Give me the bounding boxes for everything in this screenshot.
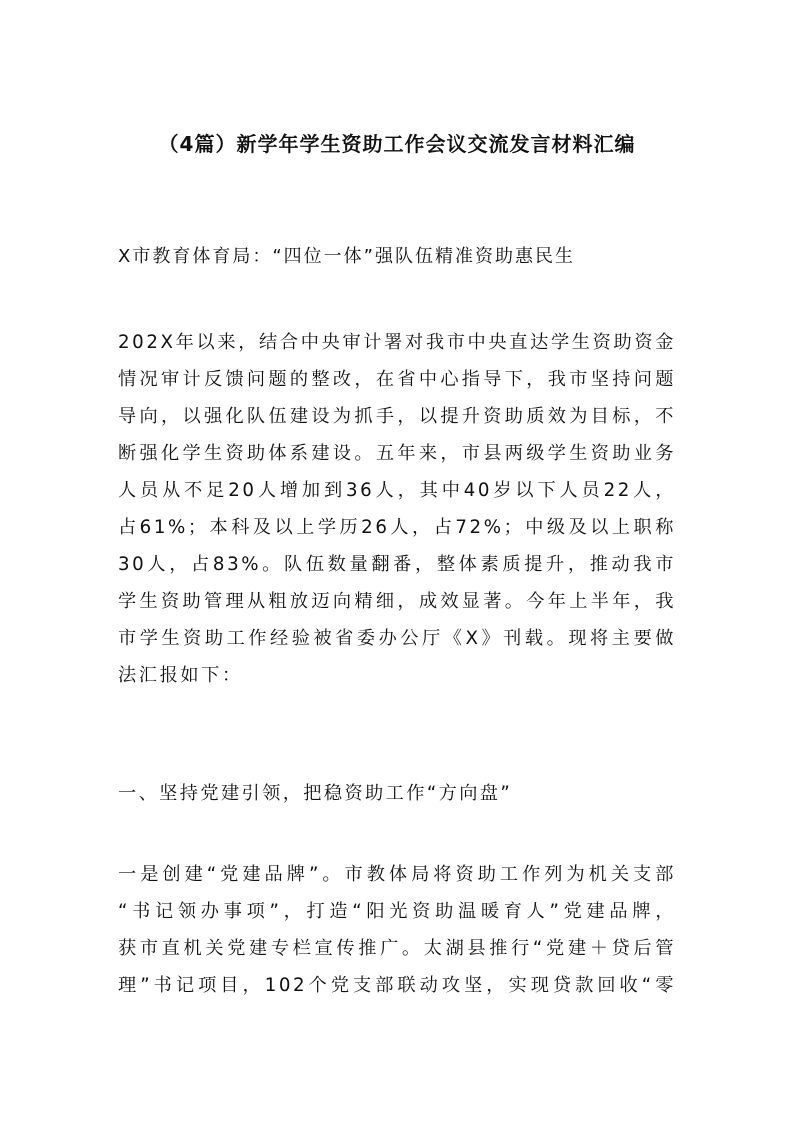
text-line: 学生资助管理从粗放迈向精细，成效显著。今年上半年，我: [118, 591, 676, 612]
text-line: 导向，以强化队伍建设为抓手，以提升资助质效为目标，不: [118, 406, 676, 427]
text-line: 获市直机关党建专栏宣传推广。太湖县推行“党建＋贷后管: [118, 938, 676, 959]
text-line: 法汇报如下：: [118, 665, 243, 686]
text-line: 理”书记项目，102个党支部联动攻坚，实现贷款回收“零: [118, 975, 676, 996]
text-line: 占61%；本科及以上学历26人，占72%；中级及以上职称: [118, 517, 676, 538]
text-line: 断强化学生资助体系建设。五年来，市县两级学生资助业务: [118, 443, 676, 464]
document-title: （4篇）新学年学生资助工作会议交流发言材料汇编: [158, 132, 636, 156]
intro-paragraph: [118, 324, 676, 694]
section-title: X市教育体育局：“四位一体”强队伍精准资助惠民生: [118, 246, 575, 267]
text-line: 人员从不足20人增加到36人，其中40岁以下人员22人，: [118, 480, 676, 501]
section-heading-1: 一、坚持党建引领，把稳资助工作“方向盘”: [118, 783, 513, 804]
text-line: 30人，占83%。队伍数量翻番，整体素质提升，推动我市: [118, 554, 676, 575]
text-line: 情况审计反馈问题的整改，在省中心指导下，我市坚持问题: [118, 369, 676, 390]
text-line: 一是创建“党建品牌”。市教体局将资助工作列为机关支部: [118, 864, 676, 885]
text-line: “书记领办事项”，打造“阳光资助温暖育人”党建品牌，: [118, 901, 676, 922]
text-line: 市学生资助工作经验被省委办公厅《X》刊载。现将主要做: [118, 628, 676, 649]
text-line: 202X年以来，结合中央审计署对我市中央直达学生资助资金: [118, 332, 676, 353]
body-paragraph-1: [118, 856, 676, 1004]
